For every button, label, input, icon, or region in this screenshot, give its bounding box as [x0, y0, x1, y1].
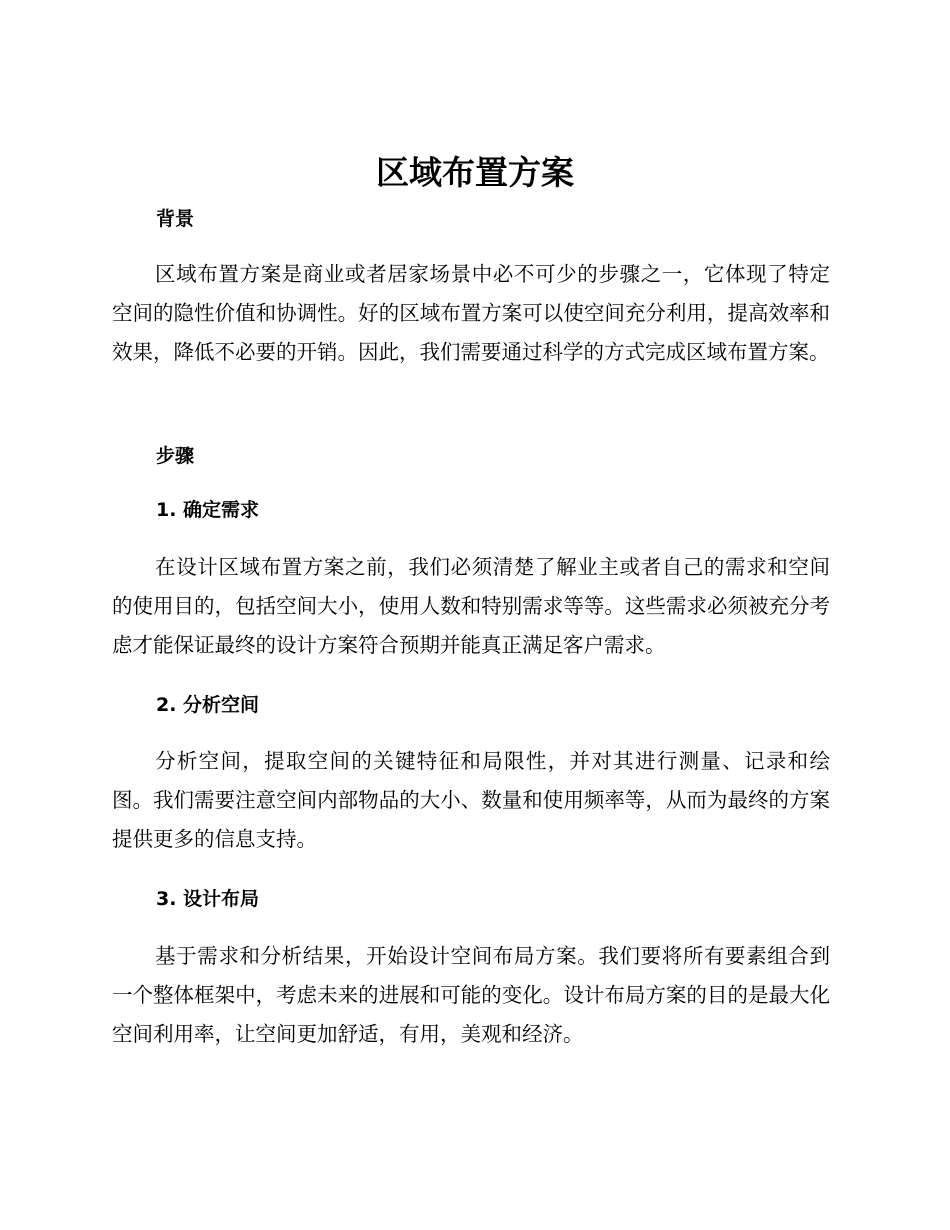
step-heading-2: 2. 分析空间: [156, 694, 260, 716]
paragraph-step-3: 基于需求和分析结果，开始设计空间布局方案。我们要将所有要素组合到一个整体框架中，考虑未来的进展和可能的变化。设计布局方案的目的是最大化空间利用率，让空间更加舒适，有用，美观和经济。: [112, 944, 830, 1046]
section-heading-steps: 步骤: [156, 445, 195, 467]
page-title: 区域布置方案: [376, 153, 574, 192]
step-heading-1: 1. 确定需求: [156, 499, 260, 521]
step-heading-3: 3. 设计布局: [156, 888, 260, 910]
paragraph-background: 区域布置方案是商业或者居家场景中必不可少的步骤之一，它体现了特定空间的隐性价值和协调性。好的区域布置方案可以使空间充分利用，提高效率和效果，降低不必要的开销。因此，我们需要通过科学的方式完成区域布置方案。: [112, 262, 830, 364]
section-heading-background: 背景: [156, 208, 195, 230]
paragraph-step-2: 分析空间，提取空间的关键特征和局限性，并对其进行测量、记录和绘图。我们需要注意空间内部物品的大小、数量和使用频率等，从而为最终的方案提供更多的信息支持。: [112, 749, 830, 851]
paragraph-step-1: 在设计区域布置方案之前，我们必须清楚了解业主或者自己的需求和空间的使用目的，包括空间大小，使用人数和特别需求等等。这些需求必须被充分考虑才能保证最终的设计方案符合预期并能真正满足客户需求。: [112, 555, 830, 657]
